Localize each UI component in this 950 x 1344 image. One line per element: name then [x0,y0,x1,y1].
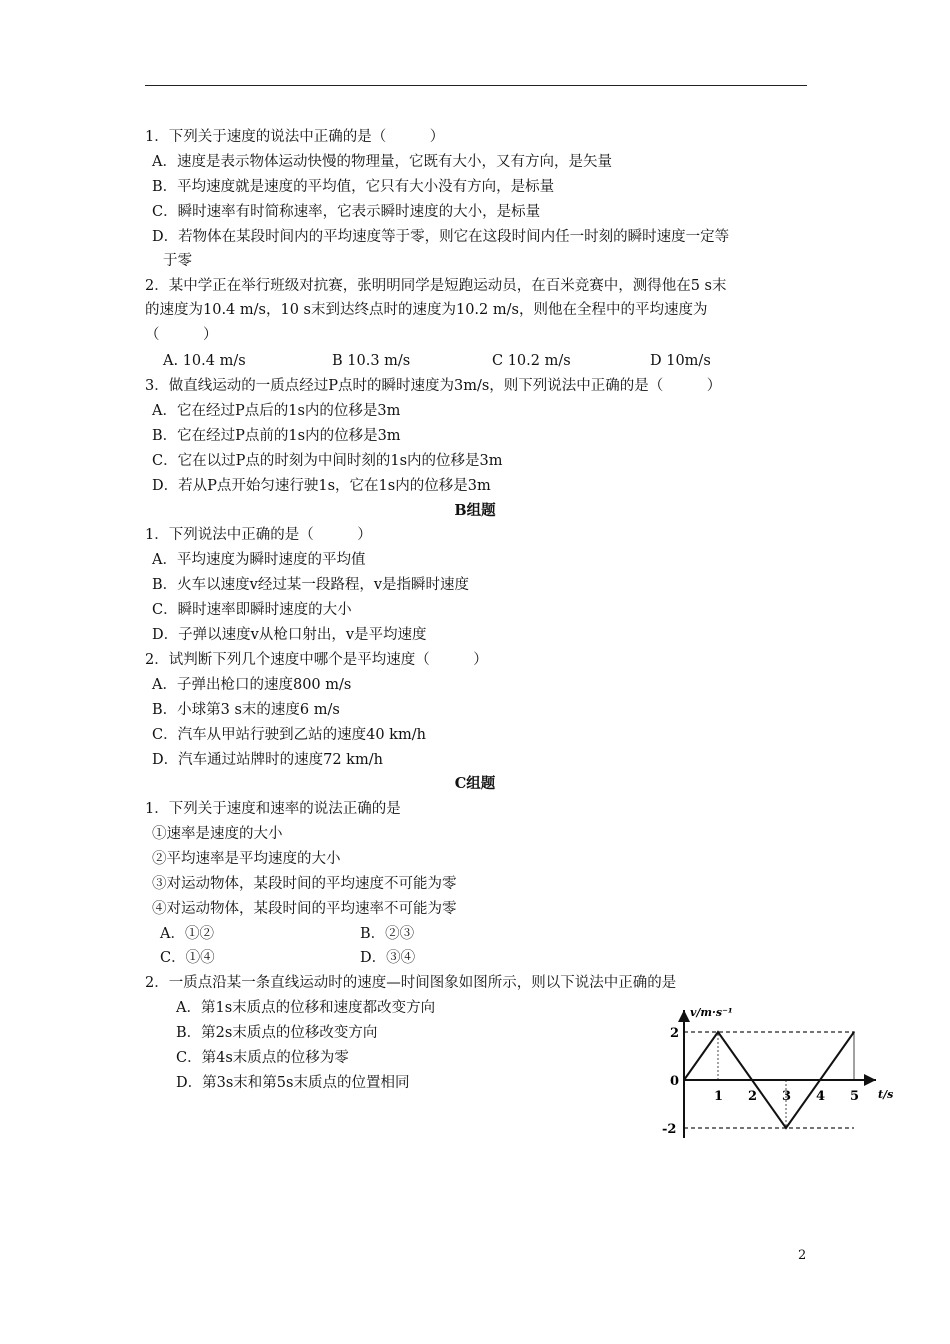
x-axis-label: t/s [878,1088,894,1101]
a-q1-stem: 1．下列关于速度的说法中正确的是（ ） [145,129,445,145]
x-tick-label: 1 [714,1089,724,1104]
velocity-time-graph [650,1000,910,1150]
a-q1-option-d: D．若物体在某段时间内的平均速度等于零，则它在这段时间内任一时刻的瞬时速度一定等 [152,229,730,245]
c-q1-statement-1: ①速率是速度的大小 [152,826,283,842]
a-q3-option-d: D．若从P点开始匀速行驶1s，它在1s内的位移是3m [152,478,491,494]
b-q2-option-a: A．子弹出枪口的速度800 m/s [152,677,352,693]
a-q1-option-c: C．瞬时速率有时简称速率，它表示瞬时速度的大小，是标量 [152,204,541,220]
a-q3-stem: 3．做直线运动的一质点经过P点时的瞬时速度为3m/s，则下列说法中正确的是（ ） [145,378,722,394]
c-q1-option-a: A．①② [160,926,214,942]
y-tick-label: 2 [670,1026,680,1041]
a-q2-option-c: C 10.2 m/s [492,353,571,369]
a-q2-stem-line2: 的速度为10.4 m/s，10 s末到达终点时的速度为10.2 m/s，则他在全程中的平均速度为 [145,302,708,318]
a-q2-stem-line3: （ ） [145,327,218,343]
x-tick-label: 4 [816,1089,826,1104]
c-q1-statement-2: ②平均速率是平均速度的大小 [152,851,341,867]
page-number: 2 [798,1248,807,1263]
y-tick-label: 0 [670,1074,680,1089]
a-q2-stem-line1: 2．某中学正在举行班级对抗赛，张明明同学是短跑运动员，在百米竞赛中，测得他在5 s末 [145,278,727,294]
b-q2-option-b: B．小球第3 s末的速度6 m/s [152,702,340,718]
y-axis-label: v/m·s⁻¹ [690,1006,733,1019]
b-q1-option-b: B．火车以速度v经过某一段路程，v是指瞬时速度 [152,577,470,593]
data-point [819,1079,821,1081]
c-q1-stem: 1．下列关于速度和速率的说法正确的是 [145,801,401,817]
c-q2-stem: 2．一质点沿某一条直线运动时的速度—时间图象如图所示，则以下说法中正确的是 [145,975,677,991]
a-q1-option-d-cont: 于零 [163,253,192,269]
header-rule [145,85,807,86]
a-q1-option-a: A．速度是表示物体运动快慢的物理量，它既有大小，又有方向，是矢量 [152,154,612,170]
a-q2-option-a: A. 10.4 m/s [163,353,246,369]
b-q2-stem: 2．试判断下列几个速度中哪个是平均速度（ ） [145,652,488,668]
data-point [717,1031,719,1033]
c-q2-option-d: D．第3s末和第5s末质点的位置相同 [176,1075,410,1091]
b-q2-option-d: D．汽车通过站牌时的速度72 km/h [152,752,383,768]
c-q2-option-b: B．第2s末质点的位移改变方向 [176,1025,378,1041]
a-q1-option-b: B．平均速度就是速度的平均值，它只有大小没有方向，是标量 [152,179,555,195]
b-q1-option-c: C．瞬时速率即瞬时速度的大小 [152,602,352,618]
c-q1-statement-3: ③对运动物体，某段时间的平均速度不可能为零 [152,876,457,892]
data-point [853,1031,855,1033]
data-point [751,1079,753,1081]
a-q3-option-c: C．它在以过P点的时刻为中间时刻的1s内的位移是3m [152,453,503,469]
c-q1-option-d: D．③④ [360,950,416,966]
b-q1-stem: 1．下列说法中正确的是（ ） [145,527,372,543]
c-q2-option-a: A．第1s末质点的位移和速度都改变方向 [176,1000,436,1016]
c-q2-option-c: C．第4s末质点的位移为零 [176,1050,349,1066]
section-b-heading: B组题 [454,502,496,519]
a-q2-option-d: D 10m/s [650,353,711,369]
c-q1-statement-4: ④对运动物体，某段时间的平均速率不可能为零 [152,901,457,917]
y-tick-label: -2 [662,1122,677,1137]
x-tick-label: 5 [850,1089,860,1104]
b-q2-option-c: C．汽车从甲站行驶到乙站的速度40 km/h [152,727,426,743]
c-q1-option-c: C．①④ [160,950,215,966]
c-q1-option-b: B．②③ [360,926,415,942]
a-q3-option-b: B．它在经过P点前的1s内的位移是3m [152,428,401,444]
x-tick-label: 2 [748,1089,758,1104]
x-tick-label: 3 [782,1089,792,1104]
a-q3-option-a: A．它在经过P点后的1s内的位移是3m [152,403,401,419]
b-q1-option-a: A．平均速度为瞬时速度的平均值 [152,552,366,568]
a-q2-option-b: B 10.3 m/s [332,353,411,369]
data-point [683,1079,685,1081]
section-c-heading: C组题 [454,775,496,792]
b-q1-option-d: D．子弹以速度v从枪口射出，v是平均速度 [152,627,427,643]
data-point [785,1127,787,1129]
